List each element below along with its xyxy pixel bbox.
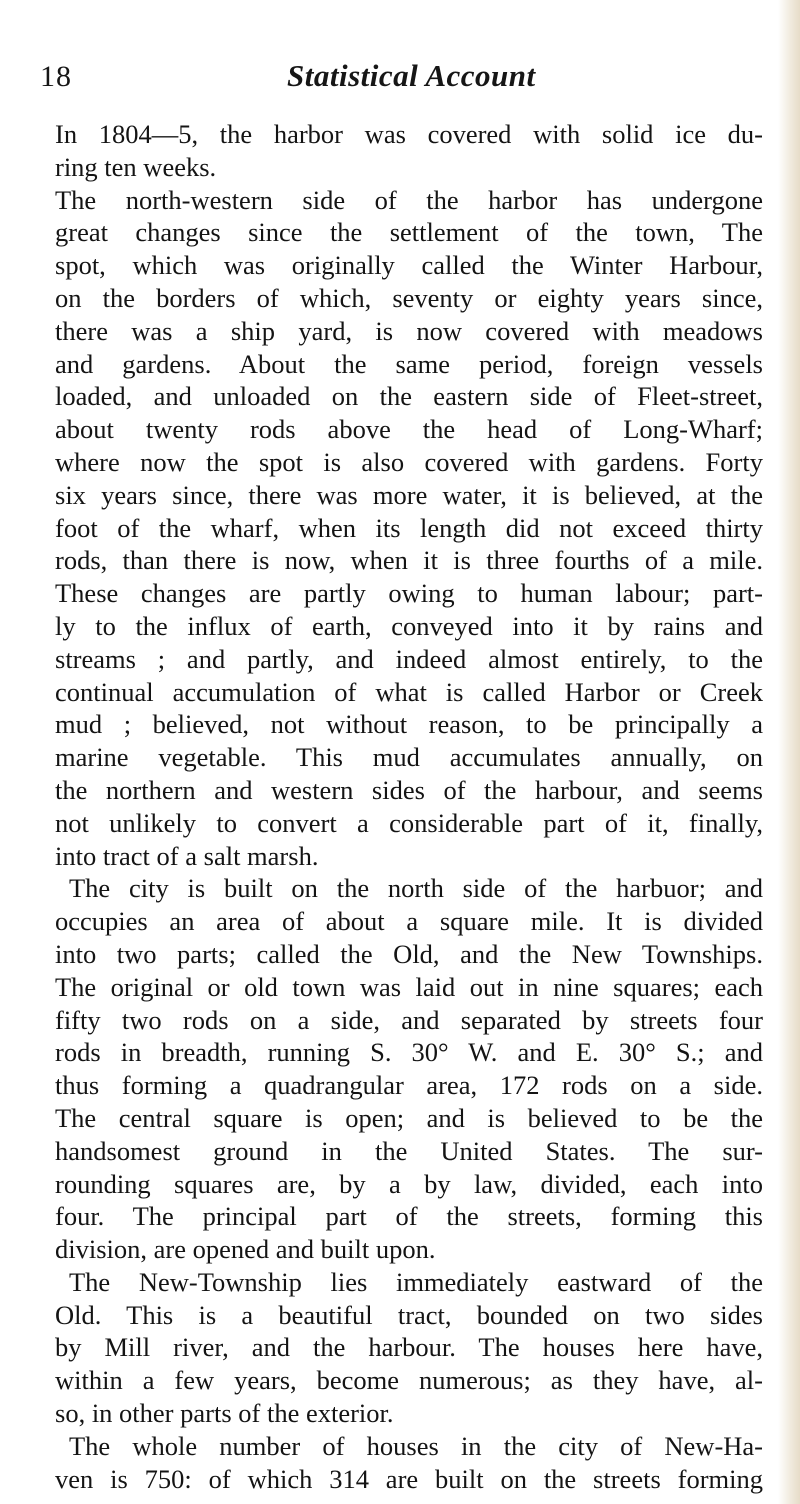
text-line: great changes since the settlement of the town, The	[55, 217, 763, 248]
text-line: rounding squares are, by a by law, divided, each into	[55, 1168, 763, 1199]
text-line: there was a ship yard, is now covered with meadows	[55, 315, 763, 346]
text-line: foot of the wharf, when its length did not exceed thirty	[55, 512, 763, 543]
text-line: four. The principal part of the streets, forming this	[55, 1201, 763, 1232]
text-line: so, in other parts of the exterior.	[55, 1398, 394, 1429]
running-head: Statistical Account	[287, 58, 536, 93]
text-line: where now the spot is also covered with gardens. Forty	[55, 446, 763, 477]
text-line: division, are opened and built upon.	[55, 1234, 436, 1265]
text-line: within a few years, become numerous; as they have, al-	[55, 1365, 763, 1396]
text-line: into two parts; called the Old, and the New Townships.	[55, 938, 763, 969]
text-line: ring ten weeks.	[55, 151, 217, 182]
page-number: 18	[40, 60, 72, 93]
text-line: These changes are partly owing to human labour; part-	[55, 578, 763, 609]
text-line: about twenty rods above the head of Long-Wharf;	[55, 414, 763, 445]
text-line: marine vegetable. This mud accumulates annually, on	[55, 742, 763, 773]
text-line: The north-western side of the harbor has undergone	[55, 184, 763, 215]
text-line: ly to the influx of earth, conveyed into it by rains and	[55, 610, 763, 641]
text-line: the northern and western sides of the harbour, and seems	[55, 774, 763, 805]
text-line: streams ; and partly, and indeed almost entirely, to the	[55, 643, 763, 674]
text-line: In 1804—5, the harbor was covered with solid ice du-	[55, 119, 763, 149]
text-line: The New-Township lies immediately eastward of the	[69, 1266, 763, 1297]
text-line: and gardens. About the same period, foreign vessels	[55, 348, 763, 379]
page-edge-shadow	[778, 0, 800, 1504]
text-line: continual accumulation of what is called Harbor or Creek	[55, 676, 763, 707]
text-line: The central square is open; and is believed to be the	[55, 1102, 763, 1133]
text-line: The city is built on the north side of the harbuor; and	[69, 873, 763, 904]
text-line: into tract of a salt marsh.	[55, 840, 319, 871]
text-line: ven is 750: of which 314 are built on the streets forming	[55, 1463, 763, 1494]
text-line: by Mill river, and the harbour. The houses here have,	[55, 1332, 763, 1363]
text-line: rods in breadth, running S. 30° W. and E. 30° S.; and	[55, 1037, 763, 1068]
text-line: on the borders of which, seventy or eighty years since,	[55, 282, 763, 313]
text-line: mud ; believed, not without reason, to be principally a	[55, 709, 763, 740]
text-line: thus forming a quadrangular area, 172 rods on a side.	[55, 1070, 763, 1101]
text-line: not unlikely to convert a considerable part of it, finally,	[55, 807, 763, 838]
text-line: fifty two rods on a side, and separated by streets four	[55, 1004, 763, 1035]
text-line: occupies an area of about a square mile. It is divided	[55, 906, 763, 937]
text-line: The whole number of houses in the city of New-Ha-	[69, 1430, 763, 1461]
text-line: handsomest ground in the United States. The sur-	[55, 1135, 763, 1166]
body-text	[55, 118, 763, 1495]
text-line: loaded, and unloaded on the eastern side of Fleet-street,	[55, 381, 763, 412]
text-line: Old. This is a beautiful tract, bounded on two sides	[55, 1299, 763, 1330]
text-line: rods, than there is now, when it is three fourths of a mile.	[55, 545, 763, 576]
text-line: six years since, there was more water, it is believed, at the	[55, 479, 763, 510]
text-line: spot, which was originally called the Winter Harbour,	[55, 250, 763, 281]
text-line: The original or old town was laid out in nine squares; each	[55, 971, 763, 1002]
page-header	[0, 52, 800, 102]
